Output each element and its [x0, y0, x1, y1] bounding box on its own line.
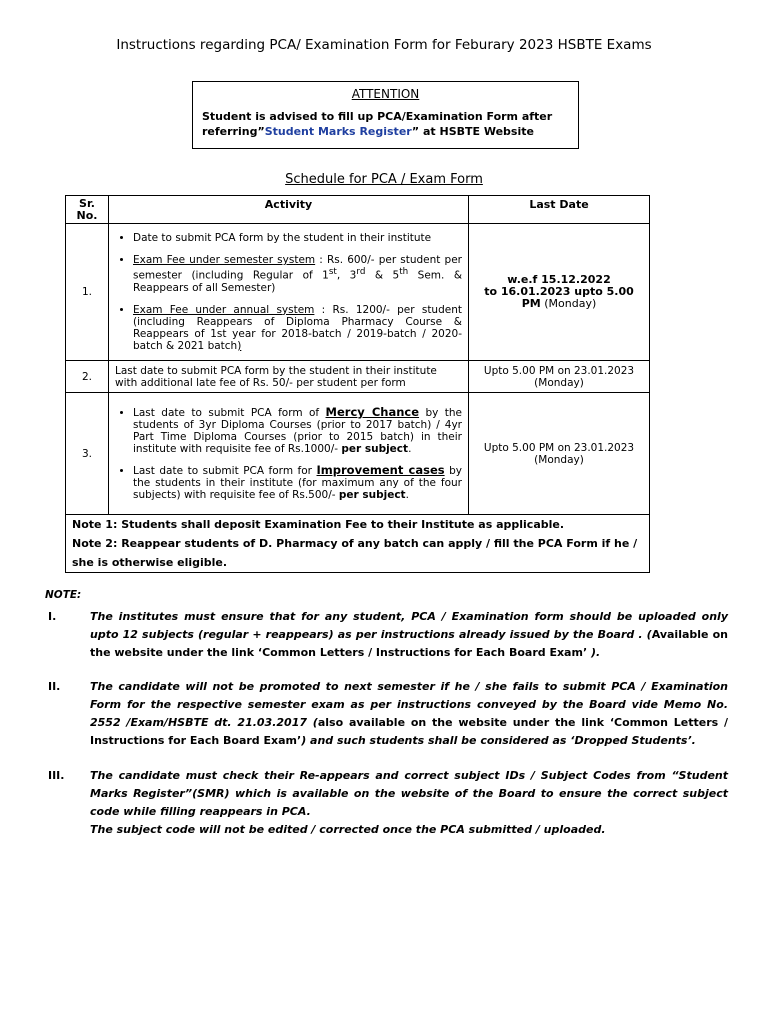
attention-line-2-suffix: ” at HSBTE Website	[411, 125, 534, 138]
row-sr: 2.	[66, 361, 109, 393]
notes-label: NOTE:	[45, 589, 82, 601]
document-title: Instructions regarding PCA/ Examination Form for Feburary 2023 HSBTE Exams	[116, 37, 652, 53]
note-1: Note 1: Students shall deposit Examination Fee to their Institute as applicable.	[72, 518, 565, 531]
col-header-last-date: Last Date	[469, 196, 650, 224]
attention-line-1: Student is advised to fill up PCA/Examination Form after	[202, 110, 553, 123]
schedule-heading: Schedule for PCA / Exam Form	[285, 172, 483, 187]
table-row	[66, 393, 650, 515]
note-item-text: The institutes must ensure that for any student, PCA / Examination form should be uploaded only upto 12 subjects (regular + reappears) as per instructions already issued by the Board . (Available on the website under the link ‘Common Letters / Instructions for Each Board Exam’ ).	[90, 610, 728, 659]
row-activity: Last date to submit PCA form by the student in their institute with additional late fee of Rs. 50/- per student per form	[109, 361, 469, 393]
col-header-activity: Activity	[109, 196, 469, 224]
row-last-date: Upto 5.00 PM on 23.01.2023 (Monday)	[469, 361, 650, 393]
attention-message	[202, 109, 578, 139]
note-2: Note 2: Reappear students of D. Pharmacy of any batch can apply / fill the PCA Form if he / she is otherwise eligible.	[72, 537, 638, 569]
schedule-table	[65, 195, 650, 573]
list-item: • Last date to submit PCA form of Mercy Chance by the students of 3yr Diploma Courses (prior to 2017 batch) / 4yr Part Time Diploma Courses (prior to 2015 batch) in their institute with requisite fee of Rs.1000/- per subject.	[133, 406, 462, 455]
row-last-date: Upto 5.00 PM on 23.01.2023 (Monday)	[469, 393, 650, 515]
note-item-number: III.	[48, 769, 65, 782]
row-sr: 1.	[66, 224, 109, 361]
note-item-1	[48, 608, 728, 662]
table-header-row	[66, 196, 650, 224]
note-item-text: The candidate must check their Re-appears and correct subject IDs / Subject Codes from “Student Marks Register”(SMR) which is available on the website of the Board to ensure the correct subject code while filling reappears in PCA. The subject code will not be edited / corrected once the PCA submitted / uploaded.	[90, 769, 728, 836]
attention-line-2-prefix: referring”	[202, 125, 265, 138]
list-item: • Date to submit PCA form by the student in their institute	[133, 232, 462, 244]
note-item-number: I.	[48, 610, 57, 623]
list-item: • Last date to submit PCA form for Improvement cases by the students in their institute (for maximum any of the four subjects) with requisite fee of Rs.500/- per subject.	[133, 464, 462, 501]
row-activity	[109, 224, 469, 361]
col-header-sr-no: Sr. No.	[66, 196, 109, 224]
note-item-3	[48, 767, 728, 839]
row-sr: 3.	[66, 393, 109, 515]
student-marks-register-link[interactable]: Student Marks Register	[264, 125, 412, 138]
table-notes	[66, 515, 650, 573]
attention-box	[192, 81, 579, 149]
list-item: • Exam Fee under semester system : Rs. 600/- per student per semester (including Regular of 1st, 3rd & 5th Sem. & Reappears of all Semester)	[133, 254, 462, 294]
list-item: • Exam Fee under annual system : Rs. 1200/- per student (including Reappears of Diploma Pharmacy Course & Reappears of 1st year for 2018-batch / 2019-batch / 2020-batch & 2021 batch)	[133, 304, 462, 352]
table-row	[66, 224, 650, 361]
note-item-2	[48, 678, 728, 750]
row-last-date: w.e.f 15.12.2022 to 16.01.2023 upto 5.00 PM (Monday)	[469, 224, 650, 361]
note-item-number: II.	[48, 680, 61, 693]
table-notes-row	[66, 515, 650, 573]
row-activity	[109, 393, 469, 515]
attention-heading: ATTENTION	[351, 87, 420, 101]
table-row	[66, 361, 650, 393]
note-item-text: The candidate will not be promoted to next semester if he / she fails to submit PCA / Examination Form for the respective semester exam as per instructions conveyed by the Board vide Memo No. 2552 /Exam/HSBTE dt. 21.03.2017 (also available on the website under the link ‘Common Letters / Instructions for Each Board Exam’) and such students shall be considered as ‘Dropped Students’.	[90, 680, 728, 747]
